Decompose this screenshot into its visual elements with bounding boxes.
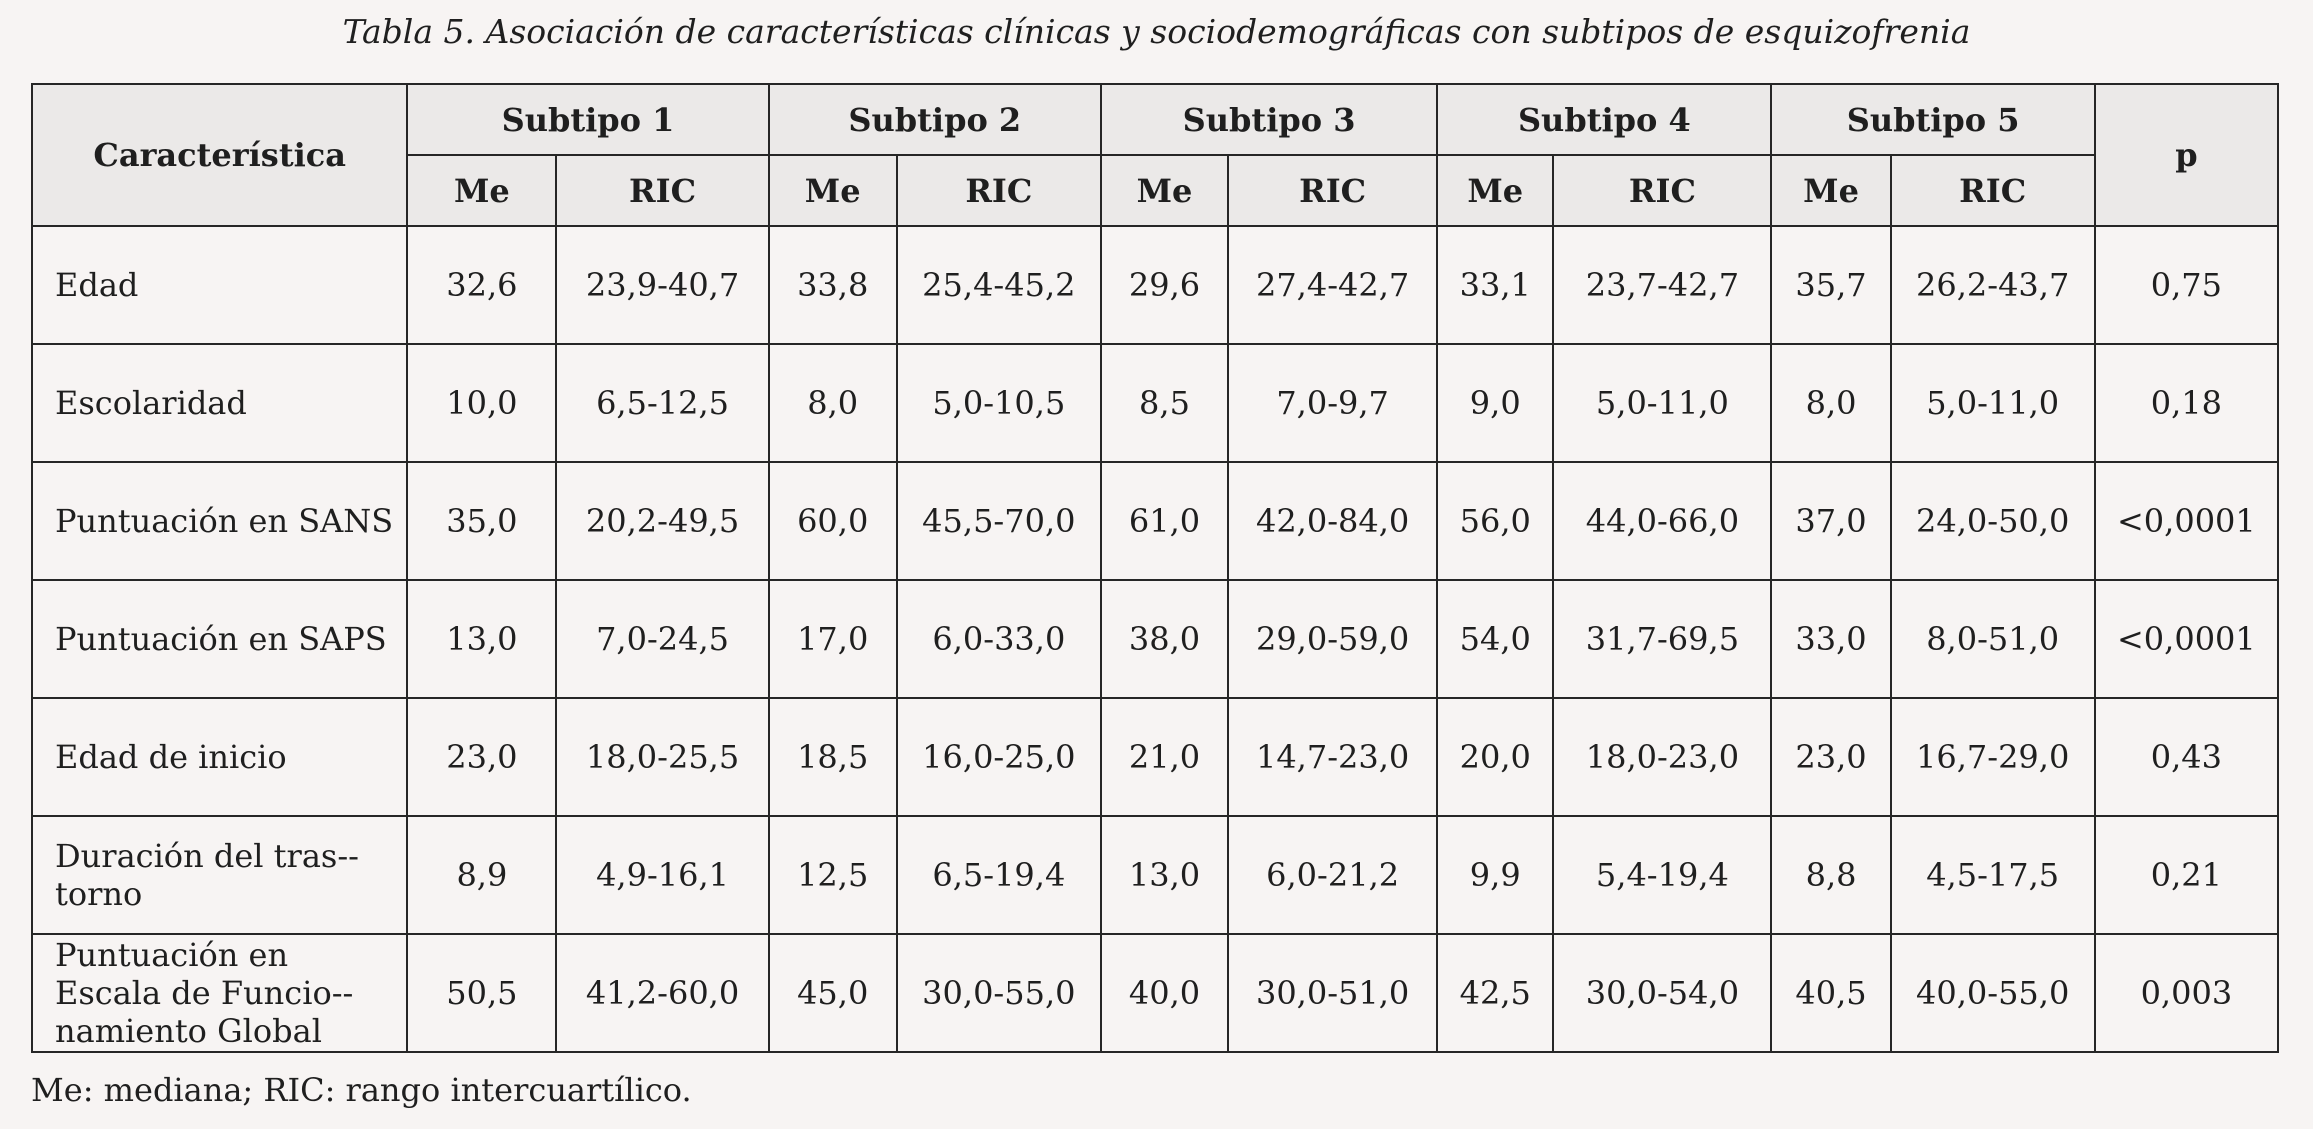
median-cell: 17,0 <box>769 580 897 698</box>
header-subtype: Subtipo 2 <box>769 84 1101 155</box>
iqr-cell: 16,7-29,0 <box>1891 698 2095 816</box>
iqr-cell: 29,0-59,0 <box>1228 580 1437 698</box>
iqr-cell: 6,5-19,4 <box>897 816 1101 934</box>
iqr-cell: 23,7-42,7 <box>1553 226 1771 344</box>
row-label: Edad <box>32 226 407 344</box>
iqr-cell: 18,0-23,0 <box>1553 698 1771 816</box>
row-label: Puntuación en Escala de Funcio-namiento Global <box>32 934 407 1052</box>
iqr-cell: 5,4-19,4 <box>1553 816 1771 934</box>
header-subtype: Subtipo 4 <box>1437 84 1771 155</box>
median-cell: 42,5 <box>1437 934 1553 1052</box>
header-ric: RIC <box>1553 155 1771 226</box>
table-row <box>32 698 2278 816</box>
iqr-cell: 40,0-55,0 <box>1891 934 2095 1052</box>
iqr-cell: 42,0-84,0 <box>1228 462 1437 580</box>
median-cell: 8,8 <box>1771 816 1890 934</box>
median-cell: 23,0 <box>1771 698 1890 816</box>
header-me: Me <box>1437 155 1553 226</box>
median-cell: 40,0 <box>1101 934 1228 1052</box>
median-cell: 20,0 <box>1437 698 1553 816</box>
median-cell: 8,5 <box>1101 344 1228 462</box>
median-cell: 13,0 <box>1101 816 1228 934</box>
median-cell: 8,0 <box>769 344 897 462</box>
median-cell: 60,0 <box>769 462 897 580</box>
table-row <box>32 934 2278 1052</box>
table-row <box>32 462 2278 580</box>
median-cell: 33,8 <box>769 226 897 344</box>
table-row <box>32 226 2278 344</box>
iqr-cell: 14,7-23,0 <box>1228 698 1437 816</box>
header-me: Me <box>407 155 556 226</box>
iqr-cell: 20,2-49,5 <box>556 462 768 580</box>
median-cell: 35,7 <box>1771 226 1890 344</box>
median-cell: 54,0 <box>1437 580 1553 698</box>
iqr-cell: 4,9-16,1 <box>556 816 768 934</box>
median-cell: 9,9 <box>1437 816 1553 934</box>
median-cell: 38,0 <box>1101 580 1228 698</box>
p-value-cell: 0,003 <box>2095 934 2278 1052</box>
iqr-cell: 30,0-55,0 <box>897 934 1101 1052</box>
median-cell: 33,1 <box>1437 226 1553 344</box>
median-cell: 32,6 <box>407 226 556 344</box>
header-characteristic: Característica <box>32 84 407 226</box>
median-cell: 23,0 <box>407 698 556 816</box>
row-label: Puntuación en SANS <box>32 462 407 580</box>
median-cell: 61,0 <box>1101 462 1228 580</box>
data-table <box>31 83 2279 1053</box>
header-subtype: Subtipo 3 <box>1101 84 1437 155</box>
p-value-cell: 0,21 <box>2095 816 2278 934</box>
median-cell: 9,0 <box>1437 344 1553 462</box>
iqr-cell: 4,5-17,5 <box>1891 816 2095 934</box>
header-subtype: Subtipo 1 <box>407 84 768 155</box>
iqr-cell: 8,0-51,0 <box>1891 580 2095 698</box>
median-cell: 35,0 <box>407 462 556 580</box>
median-cell: 40,5 <box>1771 934 1890 1052</box>
iqr-cell: 30,0-51,0 <box>1228 934 1437 1052</box>
iqr-cell: 5,0-11,0 <box>1553 344 1771 462</box>
header-row-subtypes <box>32 84 2278 155</box>
iqr-cell: 6,0-21,2 <box>1228 816 1437 934</box>
row-label: Duración del tras-torno <box>32 816 407 934</box>
iqr-cell: 25,4-45,2 <box>897 226 1101 344</box>
row-label: Puntuación en SAPS <box>32 580 407 698</box>
p-value-cell: <0,0001 <box>2095 580 2278 698</box>
header-me: Me <box>769 155 897 226</box>
header-ric: RIC <box>1228 155 1437 226</box>
iqr-cell: 6,5-12,5 <box>556 344 768 462</box>
header-me: Me <box>1771 155 1890 226</box>
p-value-cell: 0,18 <box>2095 344 2278 462</box>
iqr-cell: 31,7-69,5 <box>1553 580 1771 698</box>
iqr-cell: 44,0-66,0 <box>1553 462 1771 580</box>
median-cell: 10,0 <box>407 344 556 462</box>
median-cell: 33,0 <box>1771 580 1890 698</box>
iqr-cell: 23,9-40,7 <box>556 226 768 344</box>
median-cell: 56,0 <box>1437 462 1553 580</box>
iqr-cell: 18,0-25,5 <box>556 698 768 816</box>
iqr-cell: 26,2-43,7 <box>1891 226 2095 344</box>
median-cell: 13,0 <box>407 580 556 698</box>
p-value-cell: <0,0001 <box>2095 462 2278 580</box>
median-cell: 37,0 <box>1771 462 1890 580</box>
iqr-cell: 24,0-50,0 <box>1891 462 2095 580</box>
iqr-cell: 5,0-10,5 <box>897 344 1101 462</box>
table-caption: Tabla 5. Asociación de características clínicas y sociodemográficas con subtipos de esquizofrenia <box>342 12 1971 51</box>
iqr-cell: 16,0-25,0 <box>897 698 1101 816</box>
iqr-cell: 7,0-9,7 <box>1228 344 1437 462</box>
median-cell: 12,5 <box>769 816 897 934</box>
median-cell: 8,9 <box>407 816 556 934</box>
table-row <box>32 344 2278 462</box>
p-value-cell: 0,43 <box>2095 698 2278 816</box>
median-cell: 21,0 <box>1101 698 1228 816</box>
median-cell: 29,6 <box>1101 226 1228 344</box>
iqr-cell: 6,0-33,0 <box>897 580 1101 698</box>
iqr-cell: 7,0-24,5 <box>556 580 768 698</box>
iqr-cell: 5,0-11,0 <box>1891 344 2095 462</box>
row-label: Edad de inicio <box>32 698 407 816</box>
header-ric: RIC <box>897 155 1101 226</box>
header-p: p <box>2095 84 2278 226</box>
table-row <box>32 816 2278 934</box>
median-cell: 8,0 <box>1771 344 1890 462</box>
iqr-cell: 45,5-70,0 <box>897 462 1101 580</box>
header-ric: RIC <box>556 155 768 226</box>
iqr-cell: 30,0-54,0 <box>1553 934 1771 1052</box>
median-cell: 50,5 <box>407 934 556 1052</box>
row-label: Escolaridad <box>32 344 407 462</box>
header-ric: RIC <box>1891 155 2095 226</box>
header-subtype: Subtipo 5 <box>1771 84 2094 155</box>
table-row <box>32 580 2278 698</box>
table-footnote: Me: mediana; RIC: rango intercuartílico. <box>31 1071 692 1109</box>
iqr-cell: 27,4-42,7 <box>1228 226 1437 344</box>
median-cell: 45,0 <box>769 934 897 1052</box>
median-cell: 18,5 <box>769 698 897 816</box>
header-me: Me <box>1101 155 1228 226</box>
p-value-cell: 0,75 <box>2095 226 2278 344</box>
iqr-cell: 41,2-60,0 <box>556 934 768 1052</box>
